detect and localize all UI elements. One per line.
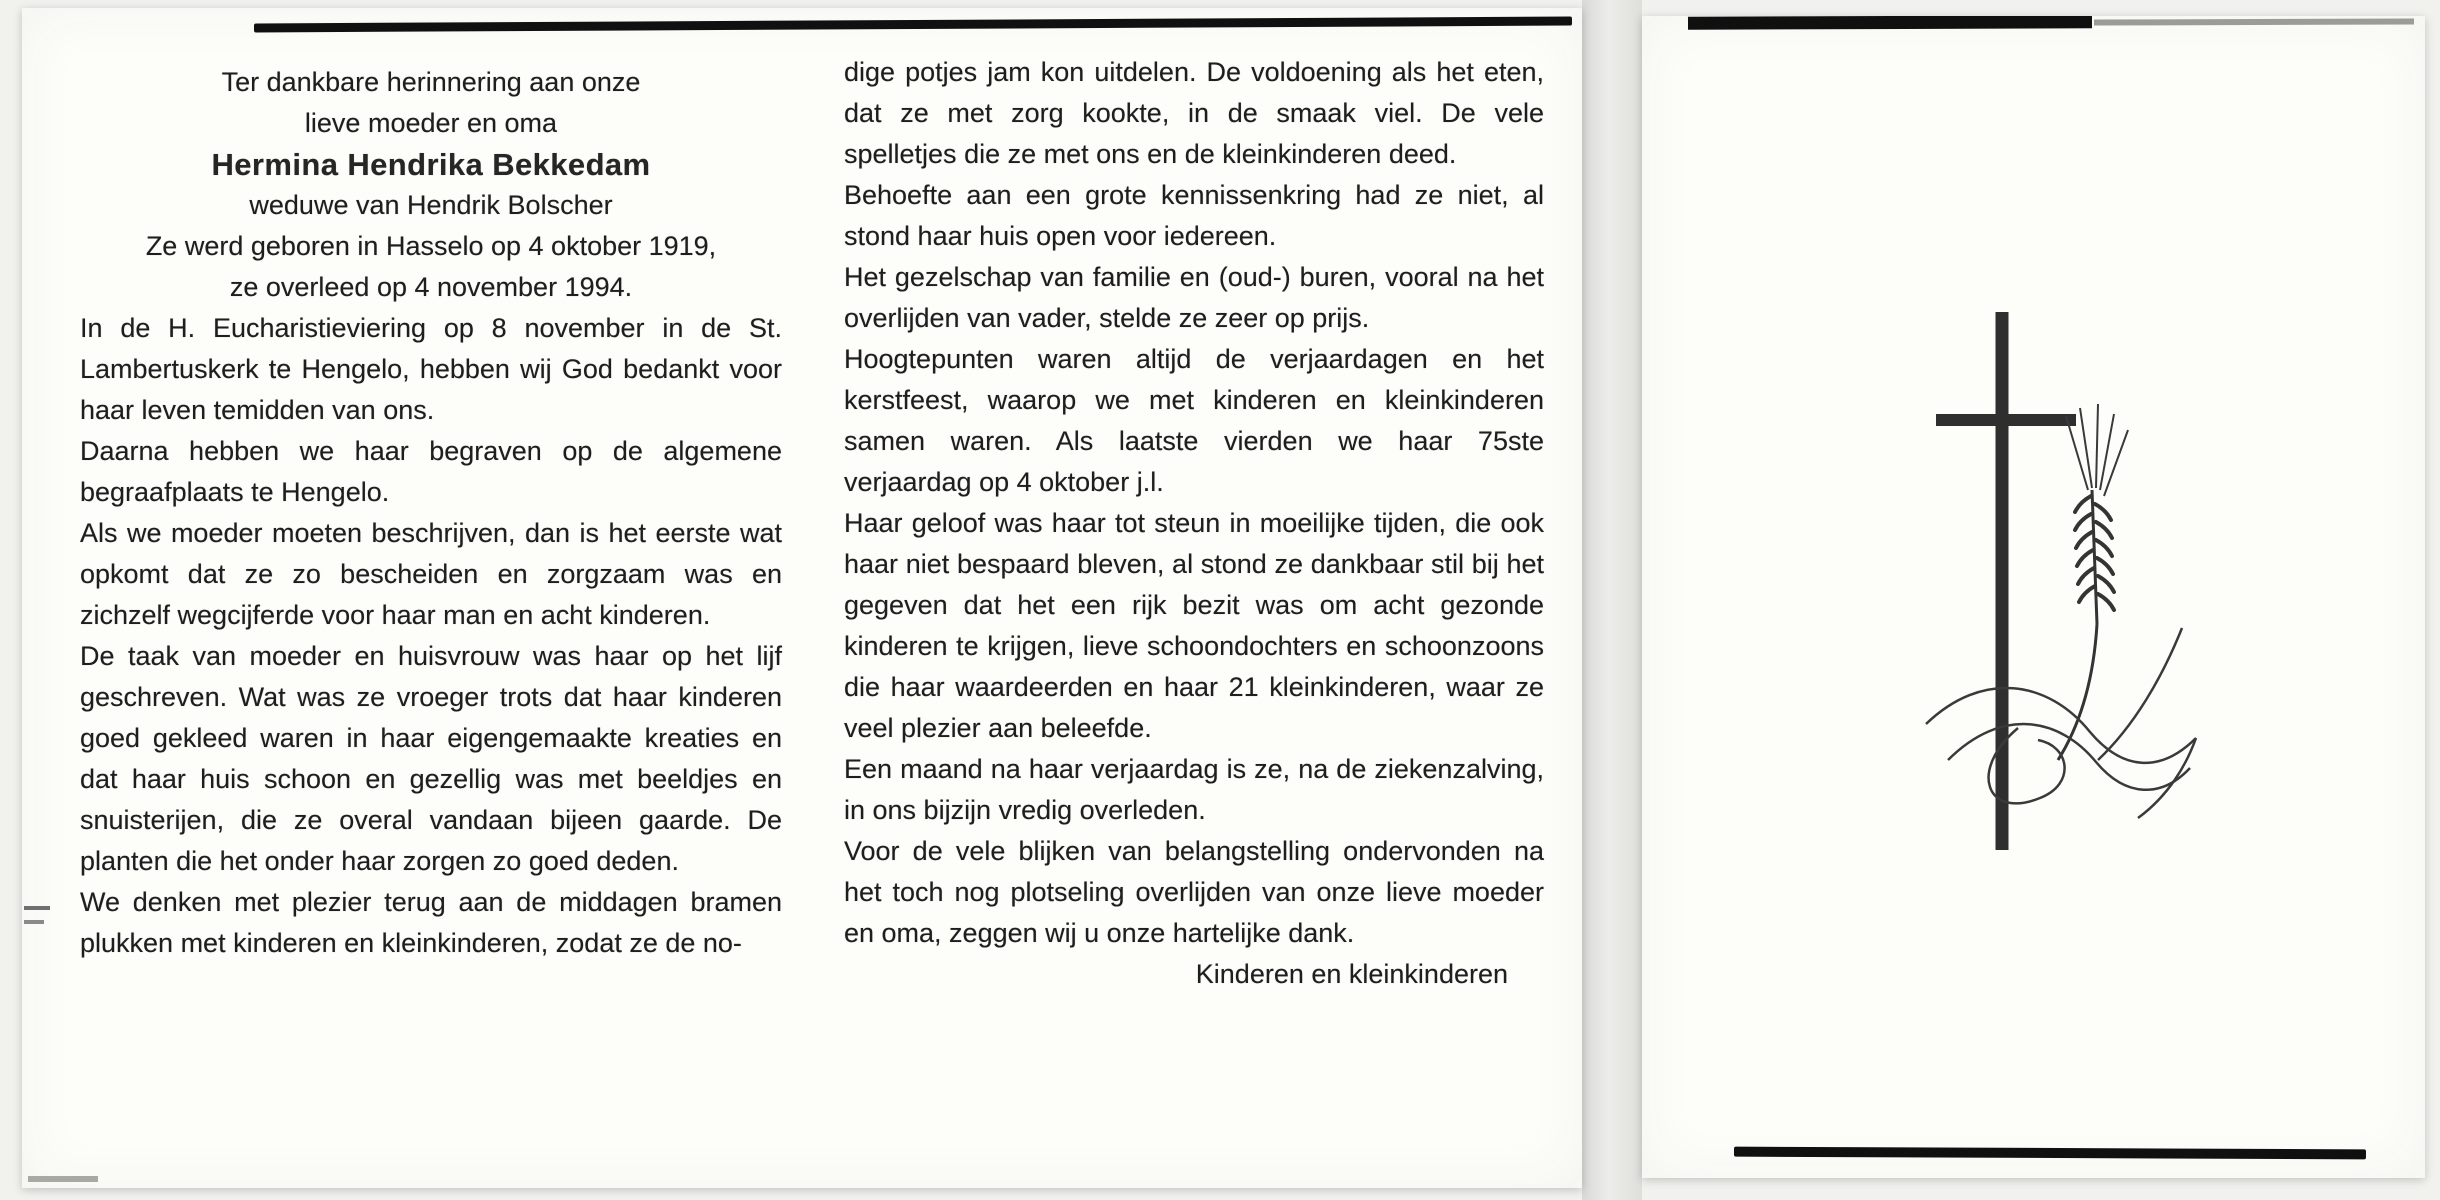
paragraph: Daarna hebben we haar begraven op de algemene begraafplaats te Hengelo.	[80, 436, 782, 507]
relation-line: weduwe van Hendrik Bolscher	[249, 190, 613, 220]
paragraph: Behoefte aan een grote kennissenkring had ze niet, al stond haar huis open voor iedereen.	[844, 180, 1544, 251]
left-text-column	[80, 62, 782, 964]
scan-artifact-bottom-bar	[1734, 1147, 2366, 1160]
scan-artifact-bottom-smudge	[28, 1176, 98, 1182]
right-text-column	[844, 52, 1544, 995]
paragraph: In de H. Eucharistieviering op 8 november in de St. Lambertuskerk te Hengelo, hebben wij God bedankt voor haar leven temidden van ons.	[80, 313, 782, 425]
paragraph: Haar geloof was haar tot steun in moeilijke tijden, die ook haar niet bespaard bleven, al stond ze dankbaar stil bij het gegeven dat het een rijk bezit was om acht gezonde kinderen te krijgen, lieve schoondochters en schoonzoons die haar waardeerden en haar 21 kleinkinderen, waar ze veel plezier aan beleefde.	[844, 508, 1544, 743]
scan-artifact-edge-tick	[24, 906, 50, 910]
scan-artifact-top-bar	[1688, 16, 2092, 30]
text-page	[22, 8, 1582, 1188]
paragraph: dige potjes jam kon uitdelen. De voldoening als het eten, dat ze met zorg kookte, in de smaak viel. De vele spelletjes die ze met ons en de kleinkinderen deed.	[844, 57, 1544, 169]
paragraph: We denken met plezier terug aan de middagen bramen plukken met kinderen en kleinkinderen, zodat ze de no-	[80, 887, 782, 958]
scan-artifact-top-bar	[254, 17, 1572, 33]
deceased-name: Hermina Hendrika Bekkedam	[211, 147, 651, 182]
paragraph: Het gezelschap van familie en (oud-) buren, vooral na het overlijden van vader, stelde ze zeer op prijs.	[844, 262, 1544, 333]
intro-line: lieve moeder en oma	[304, 108, 558, 138]
paragraph: Een maand na haar verjaardag is ze, na de ziekenzalving, in ons bijzijn vredig overleden.	[844, 754, 1544, 825]
paragraph: Als we moeder moeten beschrijven, dan is het eerste wat opkomt dat ze zo bescheiden en zorgzaam was en zichzelf wegcijferde voor haar man en acht kinderen.	[80, 518, 782, 630]
scan-artifact-edge-tick	[24, 920, 44, 924]
paragraph: Hoogtepunten waren altijd de verjaardagen en het kerstfeest, waarop we met kinderen en kleinkinderen samen waren. Als laatste vierden we haar 75ste verjaardag op 4 oktober j.l.	[844, 344, 1544, 497]
intro-line: Ter dankbare herinnering aan onze	[221, 67, 641, 97]
death-line: ze overleed op 4 november 1994.	[229, 272, 633, 302]
paragraph: De taak van moeder en huisvrouw was haar op het lijf geschreven. Wat was ze vroeger trots dat haar kinderen goed gekleed waren in haar eigengemaakte kreaties en dat haar huis schoon en gezellig was met beeldjes en snuisterijen, die ze overal vandaan bijeen gaarde. De planten die het onder haar zorgen zo goed deden.	[80, 641, 782, 876]
illustration-container	[1890, 298, 2220, 898]
birth-line: Ze werd geboren in Hasselo op 4 oktober 1919,	[145, 231, 717, 261]
page-gutter-shadow	[1582, 0, 1642, 1200]
scan-artifact-top-bar-light	[2094, 18, 2414, 25]
illustration-page	[1642, 16, 2425, 1178]
signature-line: Kinderen en kleinkinderen	[1195, 959, 1508, 989]
cross-and-wheat-illustration	[1890, 298, 2220, 898]
acknowledgement-paragraph: Voor de vele blijken van belangstelling ondervonden na het toch nog plotseling overlijden van onze lieve moeder en oma, zeggen wij u onze hartelijke dank.	[844, 836, 1544, 948]
